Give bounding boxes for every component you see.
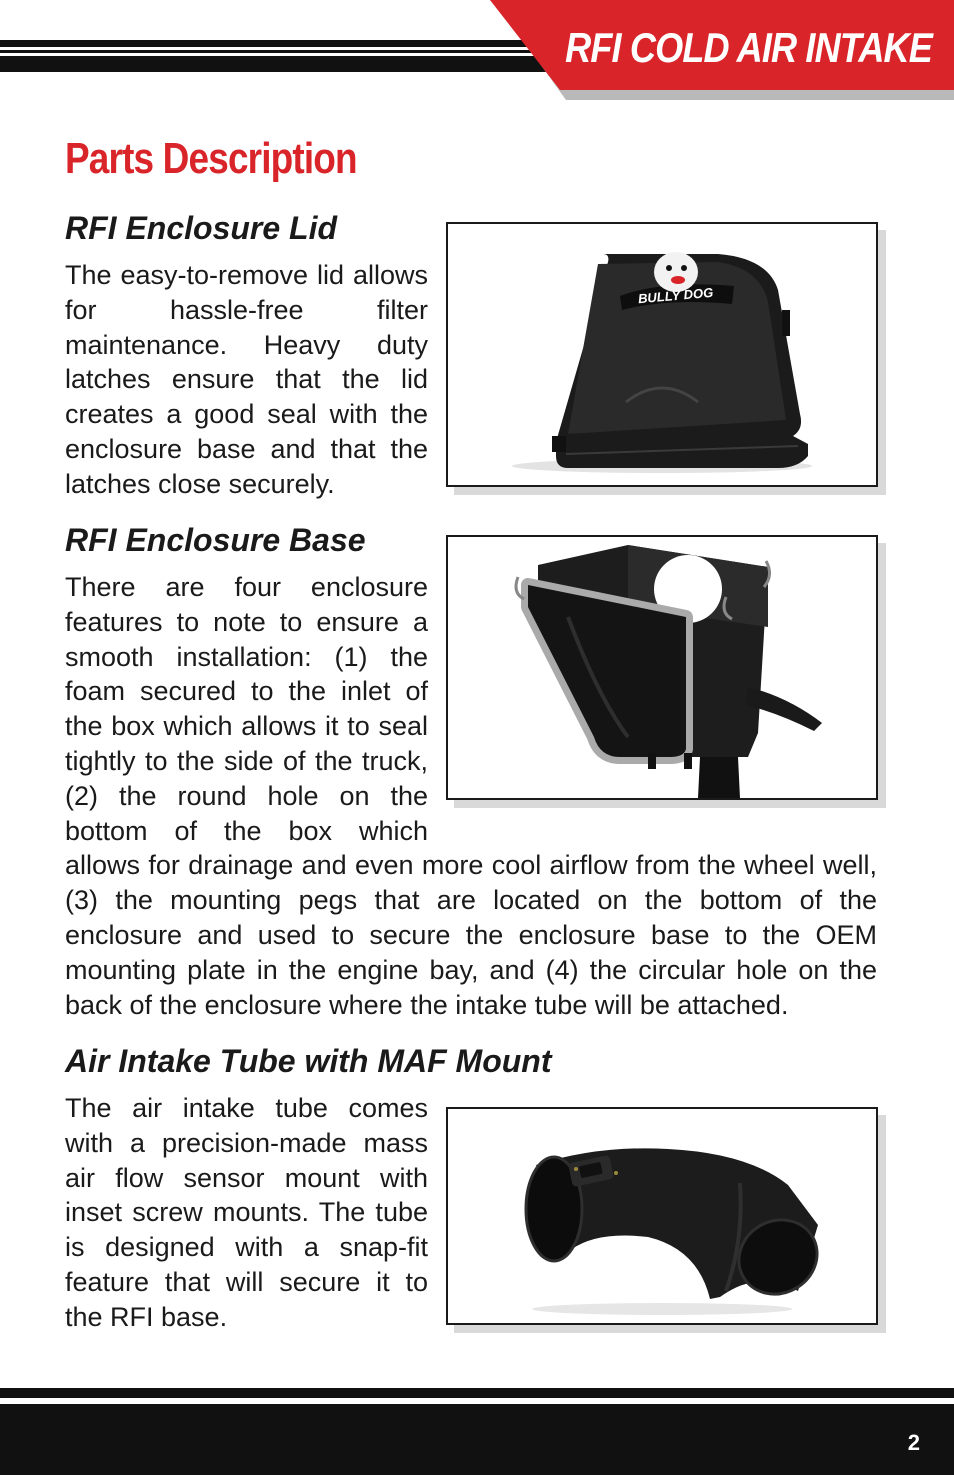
section-body-base: There are four enclosure features to note to ensure a smooth installation: (1) the foam secured to the inlet of the box which allows it to seal tightly to the side of the truck, (2) the round hole on the bottom of the box which allows for drainage and even more cool airflow from the wheel well, (3) the mounting pegs that are located on the bottom of the enclosure and used to secure the enclosure base to the OEM mounting plate in the engine bay, and (4) the circular hole on the back of the enclosure where the intake tube will be attached. [65, 572, 877, 1020]
section-heading-lid: RFI Enclosure Lid [65, 210, 338, 246]
lid-image [446, 222, 878, 487]
header-title: RFI COLD AIR INTAKE [565, 24, 932, 71]
section-body-tube: The air intake tube comes with a precision-made mass air flow sensor mount with inset screw mounts. The tube is designed with a snap-fit feature that will secure it to the RFI base. [65, 1093, 428, 1332]
tube-image [446, 1107, 878, 1325]
page-title: Parts Description [65, 134, 357, 183]
section-heading-base: RFI Enclosure Base [65, 522, 366, 558]
page-number: 2 [907, 1430, 920, 1455]
section-heading-tube: Air Intake Tube with MAF Mount [65, 1043, 552, 1079]
section-body-lid: The easy-to-remove lid allows for hassle-free filter maintenance. Heavy duty latches ensure that the lid creates a good seal with the enclosure base and that the latches close securely. [65, 260, 428, 499]
base-image [446, 535, 878, 800]
bully-dog-logo: BULLY DOG [637, 284, 714, 307]
header-banner [480, 0, 954, 100]
footer-bar [0, 1388, 954, 1475]
header-stripes [0, 40, 560, 72]
